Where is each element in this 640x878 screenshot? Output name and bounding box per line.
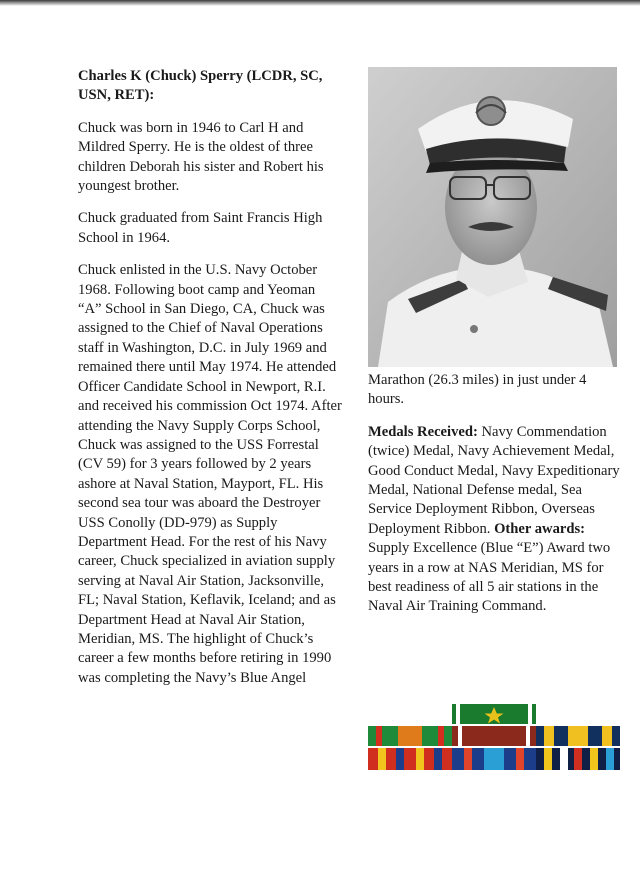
page-title: Charles K (Chuck) Sperry (LCDR, SC, USN, RET): <box>78 68 323 104</box>
bio-paragraph-career: Chuck enlisted in the U.S. Navy October 1968. Following boot camp and Yeoman “A” School in San Diego, CA, Chuck was assigned to the Chief of Naval Operations staff in Washington, D.C. in July 1969 and remained there until May 1974. He attended Officer Candidate School in Newport, R.I. and received his commission Oct 1974. After attending the Navy Supply Corps School, Chuck was assigned to the USS Forrestal (CV 59) for 3 years followed by 2 years ashore at Naval Station, Mayport, FL. His second sea tour was aboard the Destroyer USS Conolly (DD-979) as Supply Department Head. For the rest of his Navy career, Chuck specialized in aviation supply serving at Naval Air Station, Jacksonville, FL; Naval Station, Keflavik, Iceland; and as Department Head at Naval Air Station, Meridian, MS. The highlight of Chuck’s career a few months before retiring in 1990 was completing the Navy’s Blue Angel <box>78 262 342 686</box>
ribbon-row-bottom <box>368 748 620 770</box>
scan-edge <box>0 0 640 6</box>
ribbon-rack-illustration <box>368 704 620 772</box>
other-awards-text: Supply Excellence (Blue “E”) Award two years in a row at NAS Meridian, MS for best readiness of all 5 air stations in the Naval Air Training Command. <box>368 540 611 615</box>
medals-paragraph <box>368 423 622 617</box>
biography-column <box>78 67 342 701</box>
ribbon-commendation <box>452 704 536 724</box>
ribbon-row-middle <box>368 726 620 746</box>
right-column <box>368 67 622 630</box>
medals-text: Navy Commendation (twice) Medal, Navy Achievement Medal, Good Conduct Medal, Navy Expeditionary Medal, National Defense medal, Sea Service Deployment Ribbon, Overseas Deployment Ribbon. <box>368 423 620 537</box>
other-awards-label: Other awards: <box>494 520 586 537</box>
bio-paragraph-early-life: Chuck was born in 1946 to Carl H and Mildred Sperry. He is the oldest of three children Deborah his sister and Robert his youngest brother. <box>78 119 324 195</box>
bio-continuation: Marathon (26.3 miles) in just under 4 hours. <box>368 372 587 408</box>
bio-paragraph-education: Chuck graduated from Saint Francis High School in 1964. <box>78 210 323 246</box>
portrait-illustration <box>368 67 617 367</box>
ribbon-rack <box>368 704 620 772</box>
medals-label: Medals Received: <box>368 423 478 440</box>
portrait-photo <box>368 67 617 367</box>
